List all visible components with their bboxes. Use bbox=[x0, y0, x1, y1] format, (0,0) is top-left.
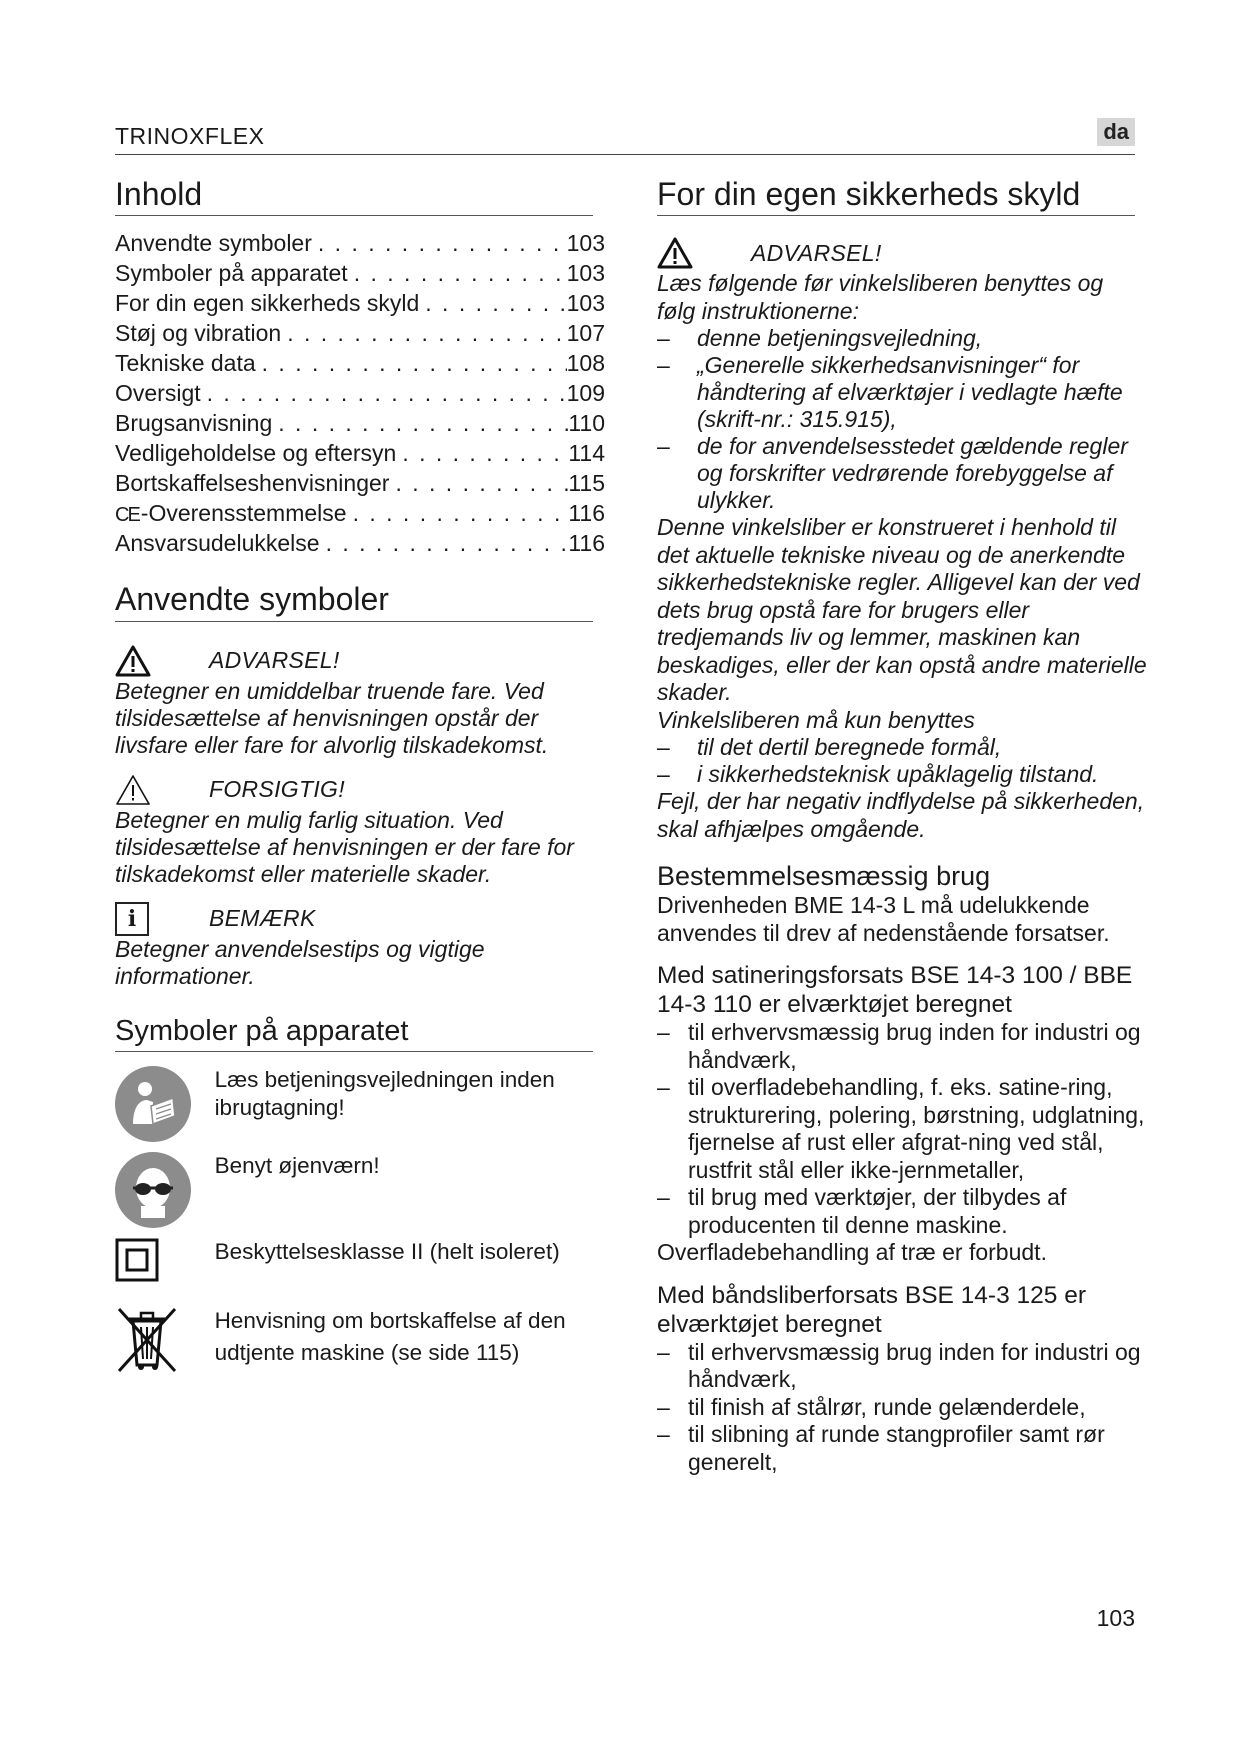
list-item: – til erhvervsmæssig brug inden for industri og håndværk, bbox=[657, 1019, 1147, 1074]
protection-class-ii-icon bbox=[115, 1238, 159, 1287]
usage-list bbox=[657, 734, 1147, 788]
warning-notice: ADVARSEL! Betegner en umiddelbar truende fare. Ved tilsidesættelse af henvisningen opstår der livsfare eller fare for alvorlig tilskadekomst. bbox=[115, 644, 605, 759]
section-title-intended-use: Bestemmelsesmæssig brug bbox=[657, 861, 991, 892]
symbol-row: Læs betjeningsvejledningen inden ibrugtagning! bbox=[115, 1066, 605, 1142]
safety-closing: Fejl, der har negativ indflydelse på sikkerheden, skal afhjælpes omgående. bbox=[657, 788, 1145, 842]
warning-triangle-icon bbox=[657, 236, 697, 270]
subsection-title-belt: Med båndsliberforsats BSE 14-3 125 er elværktøjet beregnet bbox=[657, 1281, 1086, 1338]
read-manual-icon bbox=[115, 1066, 191, 1142]
toc-entry[interactable]: Symboler på apparatet . . . 103 bbox=[115, 258, 605, 288]
safety-paragraph: Denne vinkelsliber er konstrueret i henhold til det aktuelle tekniske niveau og de anerkendte sikkerhedstekniske regler. Alligevel kan der ved dets brug opstå fare for brugers eller tredjemands liv og lemmer, maskinen kan beskadiges, eller der kan opstå andre materielle skader. bbox=[657, 514, 1147, 706]
list-item: – denne betjeningsvejledning, bbox=[657, 325, 1147, 352]
note-notice: i BEMÆRK Betegner anvendelsestips og vigtige informationer. bbox=[115, 902, 605, 990]
safety-warning: ADVARSEL! bbox=[657, 236, 1147, 270]
list-item: – „Generelle sikkerhedsanvisninger“ for håndtering af elværktøjer i vedlagte hæfte (skrift-nr.: 315.915), bbox=[657, 352, 1147, 433]
section-title-safety: For din egen sikkerheds skyld bbox=[657, 175, 1135, 216]
brand-name: TRINOXFLEX bbox=[115, 123, 265, 149]
list-item: – i sikkerhedsteknisk upåklagelig tilstand. bbox=[657, 761, 1147, 788]
list-item: – til det dertil beregnede formål, bbox=[657, 734, 1147, 761]
section-title-device-symbols: Symboler på apparatet bbox=[115, 1014, 593, 1052]
ce-mark-icon: CE bbox=[115, 504, 139, 527]
toc-entry[interactable]: Støj og vibration . . . 107 bbox=[115, 318, 605, 348]
satin-note: Overfladebehandling af træ er forbudt. bbox=[657, 1239, 1047, 1266]
crossed-bin-icon bbox=[115, 1305, 179, 1380]
language-badge: da bbox=[1097, 118, 1135, 146]
toc-entry[interactable]: Ansvarsudelukkelse . . . 116 bbox=[115, 528, 605, 558]
warning-text: Betegner en umiddelbar truende fare. Ved tilsidesættelse af henvisningen opstår der livsfare eller fare for alvorlig tilskadekomst. bbox=[115, 677, 549, 758]
caution-notice: FORSIGTIG! Betegner en mulig farlig situation. Ved tilsidesættelse af henvisningen er der fare for tilskadekomst eller materielle skader. bbox=[115, 773, 605, 888]
toc-title: Inhold bbox=[115, 175, 593, 216]
table-of-contents bbox=[115, 228, 605, 558]
caution-text: Betegner en mulig farlig situation. Ved tilsidesættelse af henvisningen er der fare for tilskadekomst eller materielle skader. bbox=[115, 806, 574, 887]
subsection-title-satin: Med satineringsforsats BSE 14-3 100 / BBE 14-3 110 er elværktøjet beregnet bbox=[657, 962, 1133, 1019]
safety-intro: Læs følgende før vinkelsliberen benyttes og følg instruktionerne: bbox=[657, 270, 1104, 324]
page-header bbox=[115, 118, 1135, 155]
toc-entry[interactable]: Anvendte symboler . . . 103 bbox=[115, 228, 605, 258]
list-item: – til erhvervsmæssig brug inden for industri og håndværk, bbox=[657, 1339, 1147, 1394]
left-column bbox=[115, 175, 605, 1380]
toc-entry[interactable]: For din egen sikkerheds skyld . . . 103 bbox=[115, 288, 605, 318]
symbol-row: Beskyttelsesklasse II (helt isoleret) bbox=[115, 1238, 605, 1287]
usage-intro: Vinkelsliberen må kun benyttes bbox=[657, 706, 975, 733]
list-item: – til overfladebehandling, f. eks. satine-ring, strukturering, polering, børstning, udglatning, fjernelse af rust eller afgrat-ning ved stål, rustfrit stål eller ikke-jernmetaller, bbox=[657, 1074, 1147, 1184]
warning-triangle-icon bbox=[115, 644, 155, 678]
toc-entry[interactable]: Vedligeholdelse og eftersyn . . . 114 bbox=[115, 438, 605, 468]
satin-list bbox=[657, 1019, 1147, 1239]
toc-entry[interactable]: Bortskaffelseshenvisninger . . . 115 bbox=[115, 468, 605, 498]
list-item: – de for anvendelsesstedet gældende regler og forskrifter vedrørende forebyggelse af ulykker. bbox=[657, 433, 1147, 514]
safety-list bbox=[657, 325, 1147, 514]
belt-list bbox=[657, 1339, 1147, 1477]
page-number: 103 bbox=[1096, 1605, 1135, 1631]
note-text: Betegner anvendelsestips og vigtige informationer. bbox=[115, 935, 485, 989]
toc-entry[interactable]: Tekniske data . . . 108 bbox=[115, 348, 605, 378]
symbol-row: Henvisning om bortskaffelse af den udtjente maskine (se side 115) bbox=[115, 1305, 605, 1380]
toc-entry[interactable]: Brugsanvisning . . . 110 bbox=[115, 408, 605, 438]
list-item: – til finish af stålrør, runde gelænderdele, bbox=[657, 1394, 1147, 1422]
info-icon: i bbox=[115, 902, 149, 936]
caution-triangle-icon bbox=[115, 773, 155, 807]
toc-entry[interactable]: CE -Overensstemmelse . . . 116 bbox=[115, 498, 605, 528]
list-item: – til brug med værktøjer, der tilbydes af producenten til denne maskine. bbox=[657, 1184, 1147, 1239]
symbol-row: Benyt øjenværn! bbox=[115, 1152, 605, 1228]
right-column bbox=[657, 175, 1147, 1476]
eye-protection-icon bbox=[115, 1152, 191, 1228]
toc-entry[interactable]: Oversigt . . . 109 bbox=[115, 378, 605, 408]
list-item: – til slibning af runde stangprofiler samt rør generelt, bbox=[657, 1421, 1147, 1476]
intended-use-text: Drivenheden BME 14-3 L må udelukkende anvendes til drev af nedenstående forsatser. bbox=[657, 892, 1110, 946]
section-title-symbols: Anvendte symboler bbox=[115, 580, 593, 621]
